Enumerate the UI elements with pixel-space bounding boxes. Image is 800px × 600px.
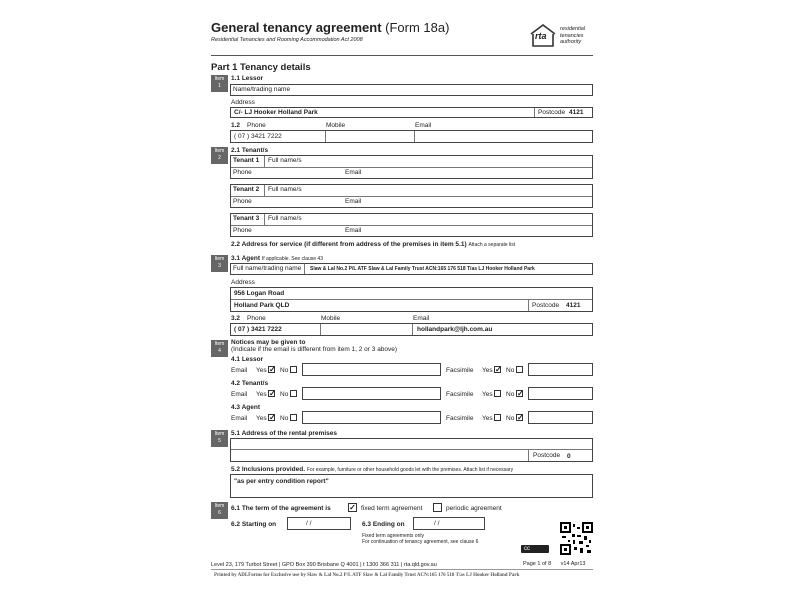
agent-heading-text: 3.1 Agent bbox=[231, 255, 261, 262]
item-word: Item bbox=[214, 503, 225, 509]
form-title bbox=[211, 20, 449, 35]
date-separators: / / bbox=[434, 520, 440, 527]
divider bbox=[231, 299, 592, 300]
no-label: No bbox=[280, 415, 289, 422]
tenant-fax-yes-checkbox[interactable] bbox=[494, 390, 501, 397]
item-word: Item bbox=[214, 76, 225, 82]
tenants-heading: 2.1 Tenant/s bbox=[231, 147, 269, 154]
item-number: 6 bbox=[218, 510, 221, 516]
item-word: Item bbox=[214, 341, 225, 347]
postcode-label: Postcode bbox=[533, 452, 561, 459]
header-rule bbox=[211, 55, 593, 56]
service-address-heading bbox=[231, 241, 515, 248]
divider bbox=[528, 449, 529, 461]
name-label: Name/trading name bbox=[233, 86, 291, 93]
tenant-email-no-checkbox[interactable] bbox=[290, 390, 297, 397]
phone-label: Phone bbox=[247, 315, 266, 322]
lessor-phone-value: ( 07 ) 3421 7222 bbox=[234, 133, 282, 140]
yes-label: Yes bbox=[256, 391, 267, 398]
version-text: v14 Apr13 bbox=[560, 561, 586, 567]
notice-row-heading: 4.2 Tenant/s bbox=[231, 380, 269, 387]
item-word: Item bbox=[214, 148, 225, 154]
full-name-label: Full name/s bbox=[268, 215, 302, 222]
divider bbox=[534, 108, 535, 117]
qr-code-icon bbox=[560, 522, 593, 555]
agent-phone-value: ( 07 ) 3421 7222 bbox=[234, 326, 282, 333]
caption-line: tenancies bbox=[560, 32, 584, 39]
tenant-email-input[interactable] bbox=[302, 387, 441, 400]
lessor-email-no-checkbox[interactable] bbox=[290, 366, 297, 373]
tenant-1-block[interactable] bbox=[230, 155, 593, 179]
no-label: No bbox=[280, 367, 289, 374]
lessor-fax-yes-checkbox[interactable]: ✓ bbox=[495, 365, 502, 374]
facsimile-label: Facsimile bbox=[446, 415, 474, 422]
facsimile-label: Facsimile bbox=[446, 367, 474, 374]
divider bbox=[528, 299, 529, 311]
yes-label: Yes bbox=[256, 415, 267, 422]
tenant-label: Tenant 2 bbox=[233, 186, 260, 193]
phone-label: Phone bbox=[233, 169, 252, 176]
agent-email-value: hollandpark@ljh.com.au bbox=[417, 326, 493, 333]
inclusions-field[interactable] bbox=[230, 474, 593, 498]
divider bbox=[264, 214, 265, 225]
inclusions-note: For example, furniture or other household goods let with the premises. Attach list if necessary bbox=[306, 467, 514, 473]
postcode-value: 4121 bbox=[566, 302, 581, 309]
item-number: 2 bbox=[218, 155, 221, 161]
divider bbox=[264, 185, 265, 196]
lessor-email-input[interactable] bbox=[302, 363, 441, 376]
divider bbox=[264, 156, 265, 167]
tenant-fax-input[interactable] bbox=[528, 387, 593, 400]
item-tab-1 bbox=[211, 75, 228, 92]
agent-fax-input[interactable] bbox=[528, 411, 593, 424]
premises-heading: 5.1 Address of the rental premises bbox=[231, 430, 337, 437]
address-label: Address bbox=[231, 279, 255, 286]
address-label: Address bbox=[231, 99, 255, 106]
service-note: Attach a separate list bbox=[468, 242, 516, 248]
postcode-value: 0 bbox=[567, 453, 571, 460]
item-tab-6 bbox=[211, 502, 228, 519]
no-label: No bbox=[506, 367, 515, 374]
printed-by: Printed by ADLForms for Exclusive use by Slaw & Lal No.2 P/L ATF Slaw & Lal Family Trust ACN:165 176 518 T/as LJ Hooker Holland Park bbox=[214, 573, 520, 578]
email-label: Email bbox=[413, 315, 430, 322]
agent-email-input[interactable] bbox=[302, 411, 441, 424]
agent-name-value: Slaw & Lal No.2 P/L ATF Slaw & Lal Family Trust ACN:165 176 518 T/as LJ Hooker Holland Park bbox=[310, 266, 535, 272]
email-label: Email bbox=[345, 198, 362, 205]
notice-row-heading: 4.3 Agent bbox=[231, 404, 261, 411]
lessor-fax-input[interactable] bbox=[528, 363, 593, 376]
full-name-label: Full name/s bbox=[268, 186, 302, 193]
divider bbox=[320, 324, 321, 335]
lessor-fax-no-checkbox[interactable] bbox=[516, 366, 523, 373]
item-number: 4 bbox=[218, 348, 221, 354]
cc-text: cc bbox=[524, 546, 530, 552]
no-label: No bbox=[506, 415, 515, 422]
continuation-note: For continuation of tenancy agreement, see clause 6 bbox=[362, 539, 479, 545]
item-word: Item bbox=[214, 256, 225, 262]
rta-logo-text: rta bbox=[535, 31, 547, 41]
ending-date-input[interactable] bbox=[413, 517, 485, 530]
agent-address-field[interactable] bbox=[230, 287, 593, 312]
mobile-label: Mobile bbox=[326, 122, 346, 129]
fixed-term-note: Fixed term agreements only bbox=[362, 533, 424, 539]
title-text: General tenancy agreement bbox=[211, 20, 382, 35]
part-title: Part 1 Tenancy details bbox=[211, 62, 311, 73]
item-tab-4 bbox=[211, 340, 228, 357]
phone-label: Phone bbox=[233, 198, 252, 205]
agent-heading-note: If applicable. See clause 43 bbox=[261, 256, 323, 262]
act-subtitle: Residential Tenancies and Rooming Accommodation Act 2008 bbox=[211, 37, 363, 43]
email-label: Email bbox=[345, 169, 362, 176]
item-tab-3 bbox=[211, 255, 228, 272]
full-name-label: Full name/s bbox=[268, 157, 302, 164]
notices-subheading: (Indicate if the email is different from item 1, 2 or 3 above) bbox=[231, 346, 398, 353]
yes-label: Yes bbox=[482, 367, 493, 374]
item-word: Item bbox=[214, 431, 225, 437]
divider bbox=[414, 131, 415, 142]
tenant-label: Tenant 1 bbox=[233, 157, 260, 164]
premises-address-field[interactable] bbox=[230, 438, 593, 462]
divider bbox=[412, 324, 413, 335]
lessor-email-yes-checkbox[interactable]: ✓ bbox=[269, 365, 276, 374]
inclusions-heading-text: 5.2 Inclusions provided. bbox=[231, 466, 306, 473]
agent-email-yes-checkbox[interactable]: ✓ bbox=[269, 413, 276, 422]
divider bbox=[231, 196, 592, 197]
term-heading: 6.1 The term of the agreement is bbox=[231, 505, 331, 512]
footer-rule bbox=[211, 569, 593, 570]
lessor-address-field[interactable] bbox=[230, 107, 593, 118]
phone-label: Phone bbox=[233, 227, 252, 234]
agent-name-label: Full name/trading name bbox=[233, 265, 302, 272]
postcode-value: 4121 bbox=[569, 109, 584, 116]
no-label: No bbox=[506, 391, 515, 398]
email-label: Email bbox=[231, 415, 248, 422]
periodic-label: periodic agreement bbox=[446, 505, 502, 512]
tenant-email-yes-checkbox[interactable]: ✓ bbox=[269, 389, 276, 398]
item-number: 5 bbox=[218, 438, 221, 444]
cc-license-badge bbox=[521, 545, 549, 553]
lessor-name-field[interactable] bbox=[230, 84, 593, 96]
tenant-3-block[interactable] bbox=[230, 213, 593, 237]
postcode-label: Postcode bbox=[532, 302, 560, 309]
postcode-label: Postcode bbox=[538, 109, 566, 116]
email-label: Email bbox=[345, 227, 362, 234]
yes-label: Yes bbox=[482, 415, 493, 422]
tenant-fax-no-checkbox[interactable]: ✓ bbox=[517, 389, 524, 398]
caption-line: residential bbox=[560, 26, 586, 32]
notice-row-heading: 4.1 Lessor bbox=[231, 356, 264, 363]
form-number: (Form 18a) bbox=[385, 20, 450, 35]
page-text: Page 1 of 8 bbox=[523, 561, 552, 567]
item-number: 1 bbox=[218, 83, 221, 89]
item-tab-5 bbox=[211, 430, 228, 447]
mobile-label: Mobile bbox=[321, 315, 341, 322]
facsimile-label: Facsimile bbox=[446, 391, 474, 398]
rta-caption bbox=[560, 26, 585, 46]
agent-contact-field[interactable] bbox=[230, 323, 593, 336]
inclusions-heading bbox=[231, 466, 513, 473]
agent-heading bbox=[231, 255, 323, 262]
date-separators: / / bbox=[306, 520, 312, 527]
email-label: Email bbox=[231, 367, 248, 374]
service-heading-text: 2.2 Address for service (if different from address of the premises in item 5.1) bbox=[231, 241, 467, 248]
page-number bbox=[523, 561, 585, 567]
no-label: No bbox=[280, 391, 289, 398]
email-label: Email bbox=[415, 122, 432, 129]
fixed-term-checkbox[interactable]: ✓ bbox=[349, 503, 356, 512]
divider bbox=[231, 167, 592, 168]
divider bbox=[231, 225, 592, 226]
agent-fax-yes-checkbox[interactable] bbox=[494, 414, 501, 421]
lessor-contact-field[interactable] bbox=[230, 130, 593, 143]
agent-address-line2: Holland Park QLD bbox=[234, 302, 290, 309]
lessor-address-value: C/- LJ Hooker Holland Park bbox=[234, 109, 318, 116]
phone-label: Phone bbox=[247, 122, 266, 129]
divider bbox=[231, 449, 592, 450]
starting-date-input[interactable] bbox=[287, 517, 351, 530]
divider bbox=[325, 131, 326, 142]
rta-logo bbox=[528, 22, 588, 48]
divider bbox=[304, 264, 305, 274]
contact-number: 1.2 bbox=[231, 122, 241, 129]
tenant-label: Tenant 3 bbox=[233, 215, 260, 222]
item-tab-2 bbox=[211, 147, 228, 164]
agent-address-line1: 956 Logan Road bbox=[234, 290, 285, 297]
inclusions-value: "as per entry condition report" bbox=[234, 478, 329, 485]
caption-line: authority bbox=[560, 39, 582, 45]
item-number: 3 bbox=[218, 263, 221, 269]
starting-label: 6.2 Starting on bbox=[231, 521, 277, 528]
ending-label: 6.3 Ending on bbox=[362, 521, 405, 528]
agent-fax-no-checkbox[interactable]: ✓ bbox=[517, 413, 524, 422]
periodic-checkbox[interactable] bbox=[433, 503, 442, 512]
agent-email-no-checkbox[interactable] bbox=[290, 414, 297, 421]
footer-address: Level 23, 179 Turbot Street | GPO Box 390 Brisbane Q 4001 | t 1300 366 311 | rta.qld.gov.au bbox=[211, 562, 437, 568]
yes-label: Yes bbox=[256, 367, 267, 374]
contact-number: 3.2 bbox=[231, 315, 241, 322]
tenant-2-block[interactable] bbox=[230, 184, 593, 208]
fixed-term-label: fixed term agreement bbox=[361, 505, 423, 512]
agent-name-field[interactable] bbox=[230, 263, 593, 275]
notices-heading: Notices may be given to bbox=[231, 339, 306, 346]
lessor-heading: 1.1 Lessor bbox=[231, 75, 264, 82]
email-label: Email bbox=[231, 391, 248, 398]
yes-label: Yes bbox=[482, 391, 493, 398]
